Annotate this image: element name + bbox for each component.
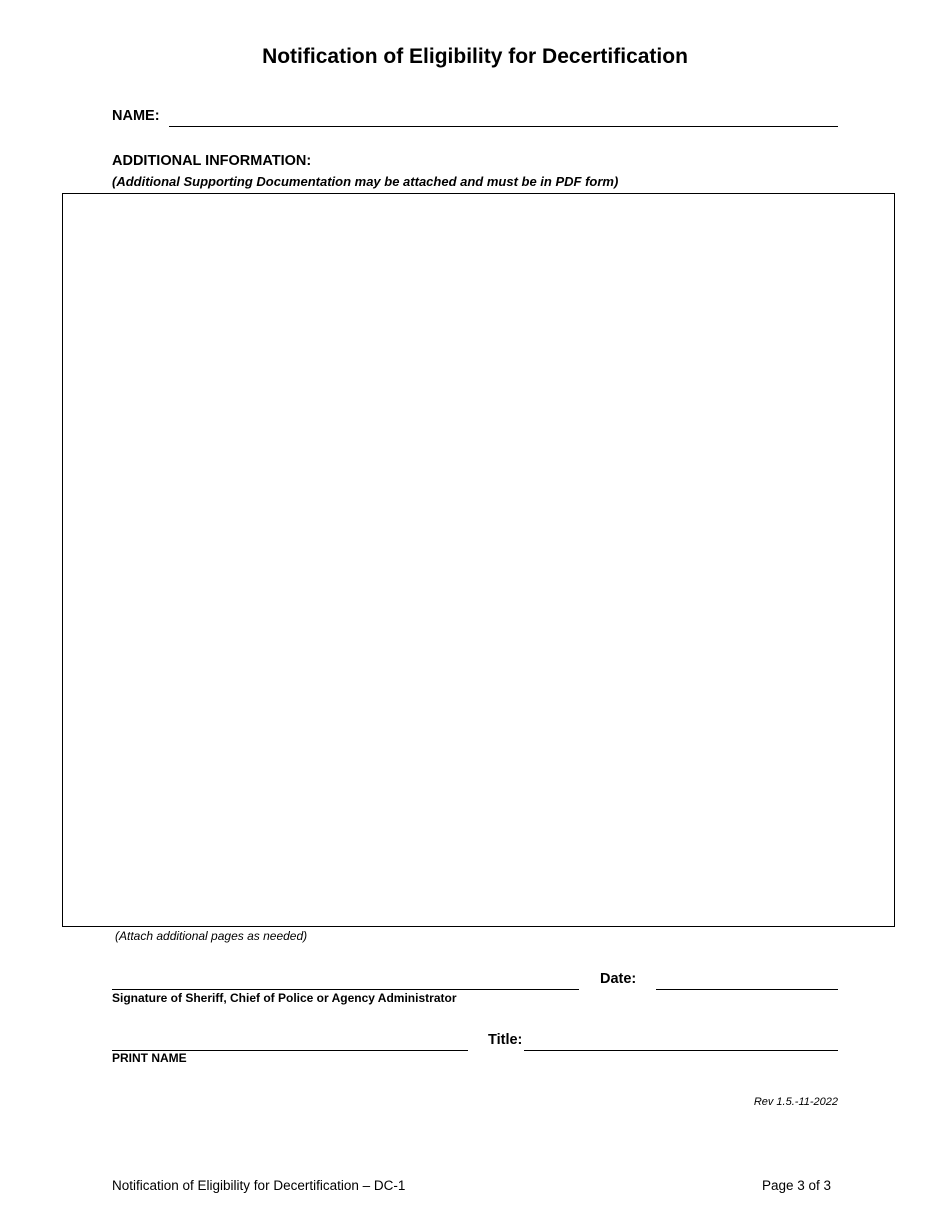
additional-info-note: (Additional Supporting Documentation may be attached and must be in PDF form) [112,174,619,189]
footer-document-name: Notification of Eligibility for Decertification – DC-1 [112,1178,406,1193]
title-label: Title: [488,1032,523,1048]
print-name-field[interactable] [112,1030,468,1050]
title-underline [524,1050,838,1051]
additional-info-label: ADDITIONAL INFORMATION: [112,153,312,169]
name-underline [169,126,838,127]
page-title: Notification of Eligibility for Decertification [262,45,688,68]
date-field[interactable] [656,969,838,989]
title-field[interactable] [524,1030,838,1050]
footer-page-number: Page 3 of 3 [761,1178,831,1193]
date-underline [656,989,838,990]
revision-label: Rev 1.5.-11-2022 [753,1096,838,1108]
signature-caption: Signature of Sheriff, Chief of Police or Agency Administrator [112,991,457,1005]
print-name-caption: PRINT NAME [112,1051,187,1065]
additional-info-textarea[interactable] [64,195,893,925]
name-label: NAME: [112,108,160,124]
attach-note: (Attach additional pages as needed) [115,929,308,943]
name-field[interactable] [169,106,838,126]
signature-line [112,989,579,990]
date-label: Date: [600,971,637,987]
